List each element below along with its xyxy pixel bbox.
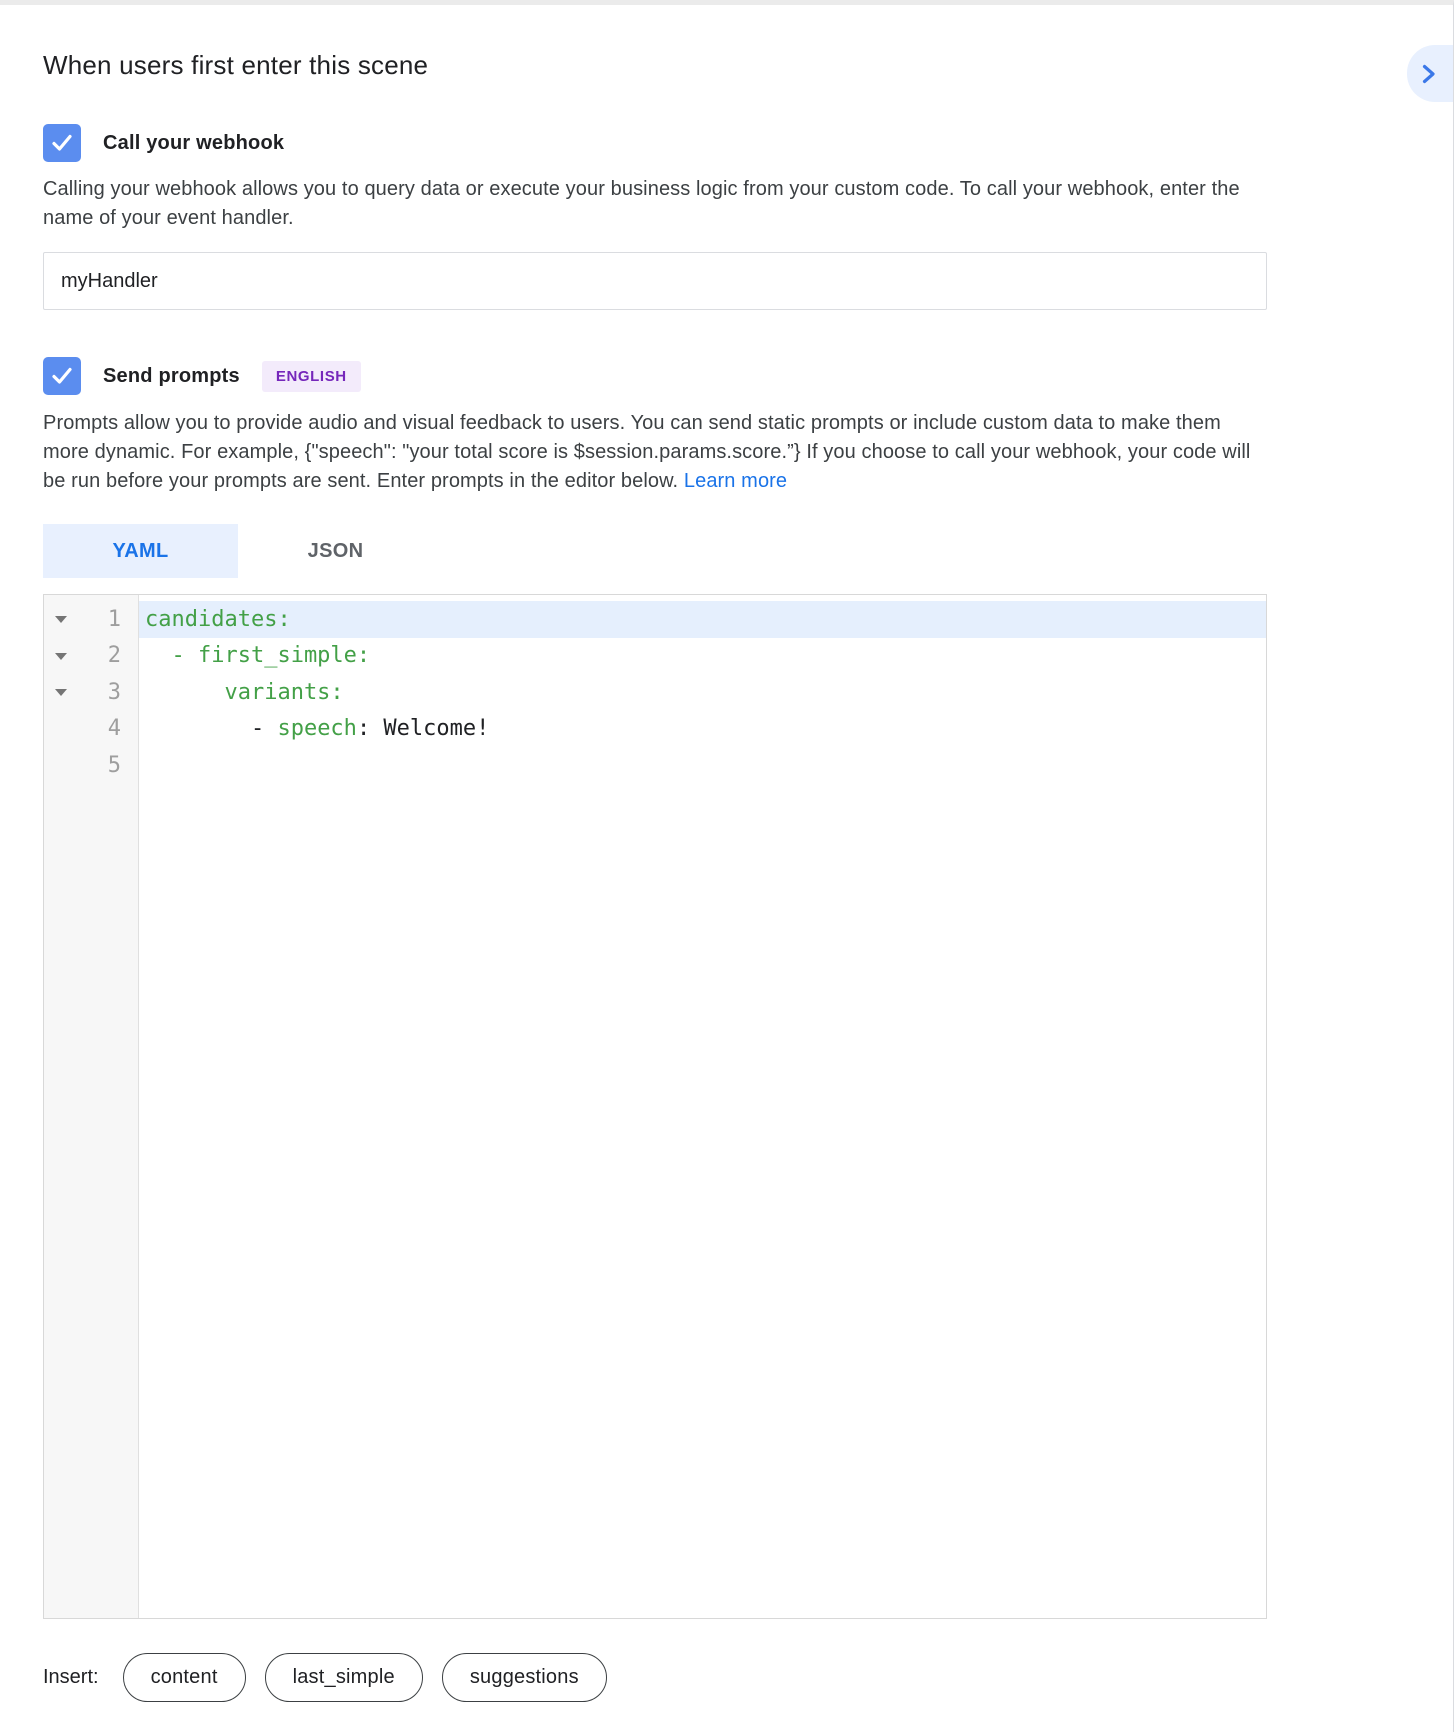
event-handler-input[interactable] (43, 252, 1267, 310)
fold-arrow-icon[interactable] (55, 689, 67, 696)
prompts-description-text: Prompts allow you to provide audio and visual feedback to users. You can send static prompts or include custom data to make them more dynamic. For example, {"speech": "your total score is $session.params.score.”} If you choose to call your webhook, your code will be run before your prompts are sent. Enter prompts in the editor below. (43, 412, 1251, 492)
code-line (44, 674, 1266, 711)
code-text[interactable]: variants: (145, 679, 344, 705)
prompts-section-header (43, 357, 1267, 395)
code-text[interactable] (139, 747, 1266, 784)
webhook-label: Call your webhook (103, 131, 285, 154)
line-number: 1 (107, 606, 121, 632)
gutter-cell (44, 638, 139, 675)
code-line (44, 638, 1266, 675)
gutter-cell (44, 711, 139, 748)
code-text[interactable]: - speech : Welcome! (145, 716, 490, 742)
chevron-right-icon (1416, 62, 1440, 86)
format-tabs (43, 524, 1267, 578)
fold-arrow-icon[interactable] (55, 653, 67, 660)
editor-lines (44, 595, 1266, 784)
line-number: 2 (107, 643, 121, 669)
learn-more-link[interactable]: Learn more (683, 470, 788, 492)
insert-chips (123, 1653, 626, 1702)
call-webhook-checkbox[interactable] (43, 124, 81, 162)
insert-chip-suggestions[interactable]: suggestions (442, 1653, 607, 1702)
line-number: 5 (107, 752, 121, 778)
code-line (44, 711, 1266, 748)
insert-toolbar (43, 1653, 1267, 1702)
line-number: 4 (107, 716, 121, 742)
prompts-label: Send prompts (103, 364, 240, 387)
code-text[interactable]: candidates: (139, 601, 1266, 638)
fold-arrow-icon[interactable] (55, 616, 67, 623)
code-line (44, 601, 1266, 638)
code-line (44, 747, 1266, 784)
page-title: When users first enter this scene (43, 50, 429, 80)
prompt-code-editor[interactable] (43, 594, 1267, 1619)
insert-chip-last_simple[interactable]: last_simple (265, 1653, 423, 1702)
checkmark-icon (49, 130, 75, 156)
line-number: 3 (107, 679, 121, 705)
gutter-cell (44, 601, 139, 638)
gutter-cell (44, 674, 139, 711)
webhook-section-header (43, 124, 1267, 162)
checkmark-icon (49, 363, 75, 389)
language-badge: ENGLISH (262, 361, 361, 392)
insert-chip-content[interactable]: content (123, 1653, 246, 1702)
insert-label: Insert: (43, 1666, 99, 1688)
send-prompts-checkbox[interactable] (43, 357, 81, 395)
gutter-cell (44, 747, 139, 784)
webhook-description: Calling your webhook allows you to query data or execute your business logic from your custom code. To call your webhook, enter the name of your event handler. (43, 178, 1240, 229)
tab-json[interactable]: JSON (238, 524, 433, 578)
tab-yaml[interactable]: YAML (43, 524, 238, 578)
collapse-panel-button[interactable] (1407, 45, 1453, 102)
code-text[interactable]: - first_simple: (145, 643, 371, 669)
prompts-description (43, 409, 1267, 496)
